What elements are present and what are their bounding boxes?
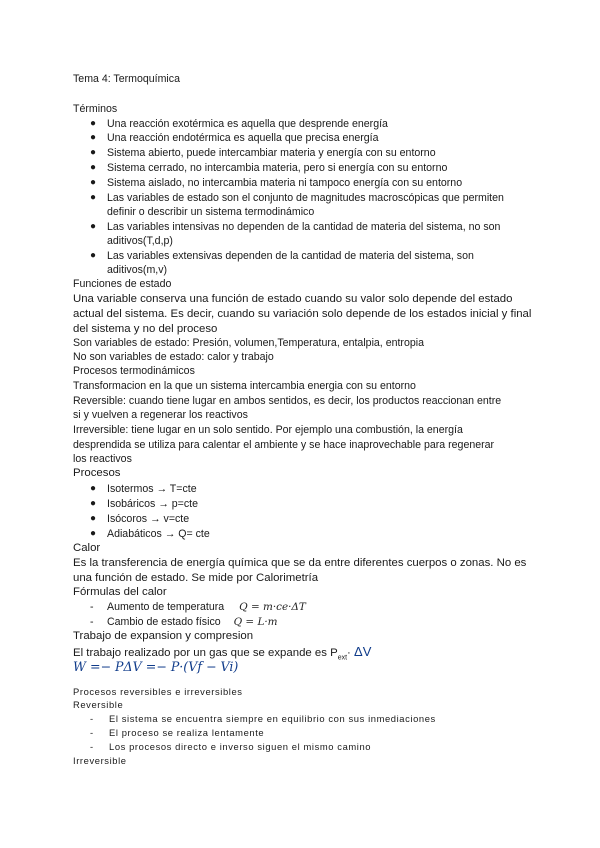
formulas-heading: Fórmulas del calor bbox=[73, 586, 167, 598]
dash-icon: - bbox=[90, 616, 94, 628]
terminos-item-cont: definir o describir un sistema termodinámico bbox=[107, 206, 315, 218]
bullet-icon: ● bbox=[90, 132, 97, 143]
irreversible-heading: Irreversible bbox=[73, 755, 127, 766]
reversible-text: si y vuelven a regenerar los reactivos bbox=[73, 409, 248, 421]
trabajo-subscript: ext bbox=[337, 654, 348, 662]
funciones-noson: No son variables de estado: calor y trabajo bbox=[73, 351, 274, 363]
bullet-icon: ● bbox=[90, 528, 97, 539]
reversible-item: Los procesos directo e inverso siguen el mismo camino bbox=[109, 741, 372, 752]
bullet-icon: ● bbox=[90, 513, 97, 524]
irreversible-text: desprendida se utiliza para calentar el ambiente y se hace inaprovechable para regenerar bbox=[73, 439, 495, 451]
terminos-item: Una reacción endotérmica es aquella que precisa energía bbox=[107, 132, 379, 144]
calor-text: Es la transferencia de energía química que se da entre diferentes cuerpos o zonas. No es bbox=[73, 557, 527, 569]
trabajo-text-before: El trabajo realizado por un gas que se expande es P bbox=[73, 647, 338, 659]
formula-expression: Q = m·ce·ΔT bbox=[239, 601, 306, 613]
bullet-icon: ● bbox=[90, 147, 97, 158]
terminos-item: Sistema abierto, puede intercambiar materia y energía con su entorno bbox=[107, 147, 436, 159]
reversible-heading: Reversible bbox=[73, 699, 124, 710]
dash-icon: - bbox=[90, 727, 94, 738]
procesos-td-def: Transformacion en la que un sistema intercambia energia con su entorno bbox=[73, 380, 416, 392]
calor-text: una función de estado. Se mide por Calorimetría bbox=[73, 572, 319, 584]
formula-expression: Q = L·m bbox=[233, 616, 278, 628]
delta-v-symbol: ΔV bbox=[354, 644, 372, 659]
funciones-text: Una variable conserva una función de estado cuando su valor solo depende del estado bbox=[73, 293, 513, 305]
terminos-item: Una reacción exotérmica es aquella que desprende energía bbox=[107, 118, 388, 130]
procesos-item: Adiabáticos → Q= cte bbox=[107, 528, 210, 540]
formula-label: Aumento de temperatura bbox=[107, 601, 225, 613]
dash-icon: - bbox=[90, 741, 94, 752]
trabajo-equation: W =− PΔV =− P·(Vf − Vi) bbox=[73, 659, 239, 674]
formula-label: Cambio de estado físico bbox=[107, 616, 221, 628]
irreversible-text: los reactivos bbox=[73, 453, 132, 465]
rev-irrev-heading: Procesos reversibles e irreversibles bbox=[73, 686, 243, 697]
terminos-item-cont: aditivos(m,v) bbox=[107, 264, 168, 276]
bullet-icon: ● bbox=[90, 177, 97, 188]
bullet-icon: ● bbox=[90, 498, 97, 509]
dash-icon: - bbox=[90, 713, 94, 724]
procesos-heading: Procesos bbox=[73, 467, 121, 479]
reversible-text: Reversible: cuando tiene lugar en ambos sentidos, es decir, los productos reaccionan entre bbox=[73, 395, 502, 407]
funciones-heading: Funciones de estado bbox=[73, 278, 172, 290]
terminos-item: Sistema cerrado, no intercambia materia, pero si energía con su entorno bbox=[107, 162, 448, 174]
procesos-item: Isócoros → v=cte bbox=[107, 513, 190, 525]
terminos-item: Sistema aislado, no intercambia materia ni tampoco energía con su entorno bbox=[107, 177, 463, 189]
bullet-icon: ● bbox=[90, 192, 97, 203]
funciones-text: del sistema y no del proceso bbox=[73, 323, 218, 335]
trabajo-heading: Trabajo de expansion y compresion bbox=[73, 630, 254, 642]
procesos-item: Isobáricos → p=cte bbox=[107, 498, 198, 510]
reversible-item: El sistema se encuentra siempre en equilibrio con sus inmediaciones bbox=[109, 713, 436, 724]
irreversible-text: Irreversible: tiene lugar en un solo sentido. Por ejemplo una combustión, la energía bbox=[73, 424, 463, 436]
formula-item bbox=[107, 600, 306, 615]
reversible-item: El proceso se realiza lentamente bbox=[109, 727, 265, 738]
trabajo-text-after: · bbox=[347, 647, 351, 659]
bullet-icon: ● bbox=[90, 483, 97, 494]
bullet-icon: ● bbox=[90, 250, 97, 261]
terminos-item: Las variables extensivas dependen de la cantidad de materia del sistema, son bbox=[107, 250, 474, 262]
page-title: Tema 4: Termoquímica bbox=[73, 73, 180, 85]
terminos-item: Las variables intensivas no dependen de la cantidad de materia del sistema, no son bbox=[107, 221, 501, 233]
procesos-td-heading: Procesos termodinámicos bbox=[73, 365, 195, 377]
dash-icon: - bbox=[90, 601, 94, 613]
bullet-icon: ● bbox=[90, 221, 97, 232]
funciones-son: Son variables de estado: Presión, volumen,Temperatura, entalpia, entropia bbox=[73, 337, 424, 349]
funciones-text: actual del sistema. Es decir, cuando su variación solo depende de los estados inicial y final bbox=[73, 308, 532, 320]
terminos-item: Las variables de estado son el conjunto de magnitudes macroscópicas que permiten bbox=[107, 192, 504, 204]
bullet-icon: ● bbox=[90, 162, 97, 173]
formula-item bbox=[107, 615, 278, 630]
terminos-item-cont: aditivos(T,d,p) bbox=[107, 235, 173, 247]
procesos-item: Isotermos → T=cte bbox=[107, 483, 197, 495]
bullet-icon: ● bbox=[90, 118, 97, 129]
terminos-heading: Términos bbox=[73, 103, 118, 115]
calor-heading: Calor bbox=[73, 542, 101, 554]
